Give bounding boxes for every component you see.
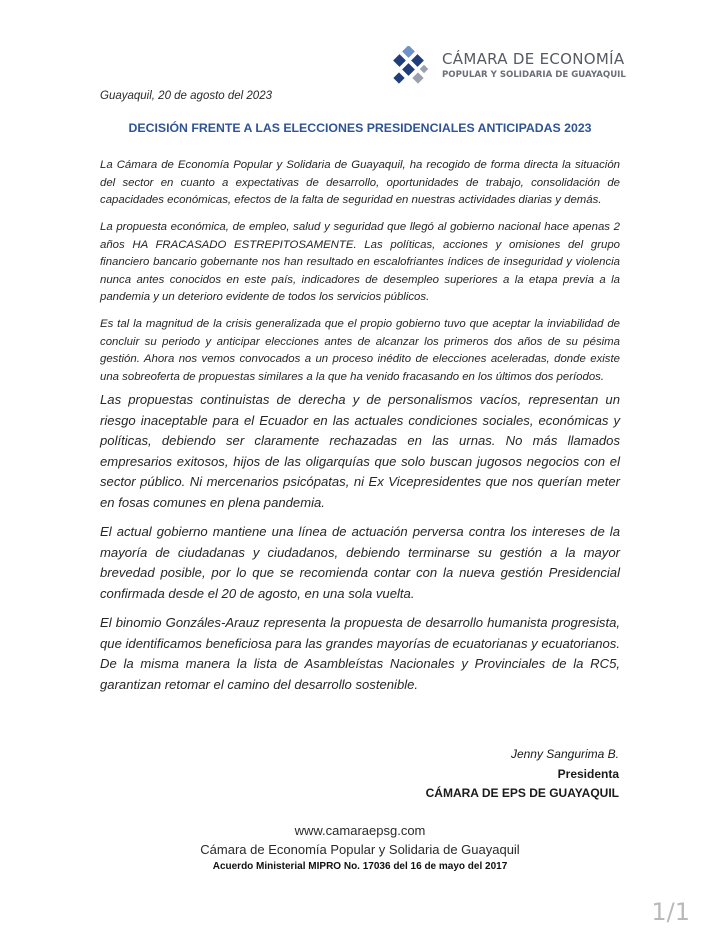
header-logo — [390, 44, 630, 88]
footer-organization: Cámara de Economía Popular y Solidaria de Guayaquil — [200, 842, 520, 857]
paragraph: La propuesta económica, de empleo, salud y seguridad que llegó al gobierno nacional hace apenas 2 años HA FRACASADO ESTREPITOSAMENTE. Las políticas, acciones y omisiones del grupo financiero bancario gobernante nos han resultado en escalofriantes índices de inseguridad y violencia nunca antes conocidos en este país, indicadores de desempleo superiores a la etapa previa a la pandemia y un deterioro evidente de todos los servicios públicos. — [100, 221, 620, 303]
footer-website: www.camaraepsg.com — [294, 823, 426, 838]
page-indicator: 1/1 — [651, 898, 690, 926]
paragraph: Las propuestas continuistas de derecha y de personalismos vacíos, representan un riesgo inaceptable para el Ecuador en las actuales condiciones sociales, económicas y políticas, debiendo ser claramente rechazadas en las urnas. No más llamados empresarios exitosos, hijos de las oligarquías que solo buscan jugosos negocios con el sector público. Ni mercenarios psicópatas, ni Ex Vicepresidentes que nos querían meter en fosas comunes en plena pandemia. — [100, 392, 620, 510]
footer-ministerial-agreement: Acuerdo Ministerial MIPRO No. 17036 del 16 de mayo del 2017 — [212, 861, 508, 872]
paragraph: El actual gobierno mantiene una línea de actuación perversa contra los intereses de la mayoría de ciudadanas y ciudadanos, debiendo terminarse su gestión a la mayor brevedad posible, por lo que se recomienda contar con la nueva gestión Presidencial confirmada desde el 20 de agosto, en una sola vuelta. — [100, 524, 620, 601]
document-title: DECISIÓN FRENTE A LAS ELECCIONES PRESIDENCIALES ANTICIPADAS 2023 — [128, 121, 592, 135]
paragraph: La Cámara de Economía Popular y Solidaria de Guayaquil, ha recogido de forma directa la situación del sector en cuanto a expectativas de desarrollo, oportunidades de trabajo, consolidación de capacidades económicas, efectos de la falta de seguridad en nuestras actividades diarias y demás. — [100, 159, 620, 206]
paragraph: Es tal la magnitud de la crisis generalizada que el propio gobierno tuvo que aceptar la inviabilidad de concluir su periodo y anticipar elecciones antes de alcanzar los primeros dos años de su pésima gestión. Ahora nos vemos convocados a un proceso inédito de elecciones aceleradas, donde existe una sobreoferta de propuestas similares a la que ha venido fracasando en los últimos dos períodos. — [100, 318, 620, 383]
signatory-name: Jenny Sangurima B. — [510, 747, 619, 761]
signatory-organization: CÁMARA DE EPS DE GUAYAQUIL — [425, 786, 619, 800]
logo-title: CÁMARA DE ECONOMÍA — [442, 50, 625, 68]
logo-subtitle: POPULAR Y SOLIDARIA DE GUAYAQUIL — [442, 70, 626, 80]
camara-logo-icon — [390, 46, 430, 86]
paragraph: El binomio Gonzáles-Arauz representa la propuesta de desarrollo humanista progresista, que identificamos beneficiosa para las grandes mayorías de ecuatorianas y ecuatorianos. De la misma manera la lista de Asambleístas Nacionales y Provinciales de la RC5, garantizan retomar el camino del desarrollo sostenible. — [100, 615, 620, 692]
document-date: Guayaquil, 20 de agosto del 2023 — [100, 90, 272, 102]
signatory-role: Presidenta — [557, 767, 619, 781]
